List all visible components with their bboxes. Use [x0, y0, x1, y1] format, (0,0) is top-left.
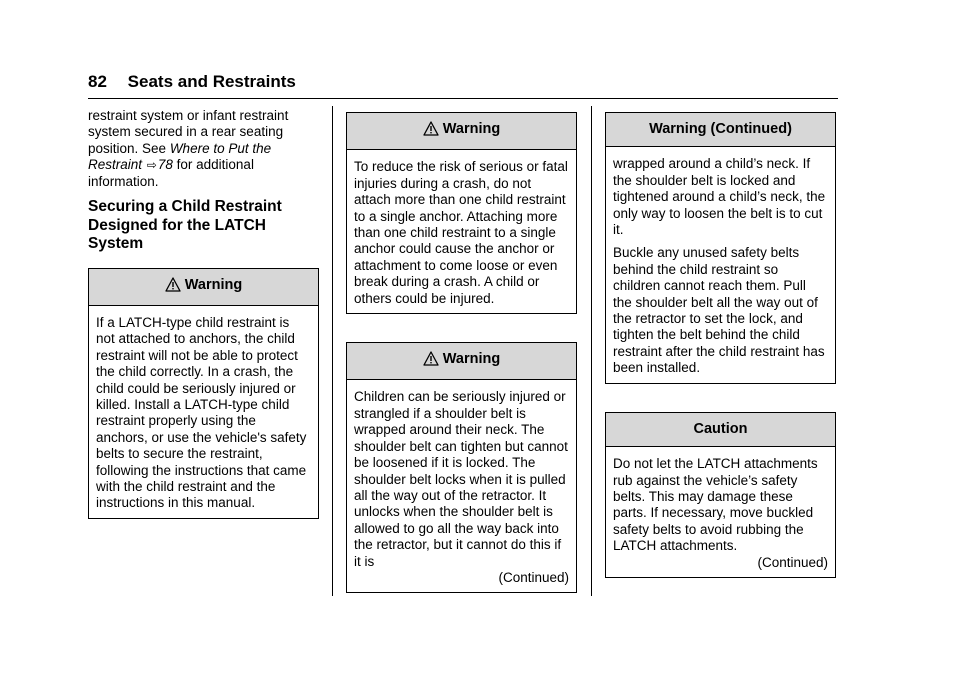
cross-reference-link[interactable]: Where to Put the Restraint	[88, 140, 272, 173]
warning-title: Warning	[442, 351, 501, 368]
caution-box	[605, 412, 836, 578]
warning-box-single-anchor	[346, 112, 577, 314]
caution-box-body	[606, 447, 835, 577]
warning-box-header	[347, 343, 576, 380]
continued-label: (Continued)	[498, 569, 569, 585]
page-number: 82	[88, 72, 107, 91]
caution-text: Do not let the LATCH attachments rub against the vehicle’s safety belts. This may damage these parts. If necessary, move buckled safety belts to avoid rubbing the LATCH attachments.	[613, 456, 818, 554]
warning-title: Warning (Continued)	[649, 121, 792, 137]
page-header	[88, 72, 296, 92]
warning-triangle-icon	[165, 277, 181, 296]
warning-box-header	[89, 269, 318, 306]
column-3	[605, 112, 836, 578]
cross-reference-page[interactable]: 78	[157, 157, 173, 173]
column-1	[88, 108, 319, 519]
continued-label: (Continued)	[757, 554, 828, 570]
column-divider-1	[332, 106, 333, 596]
warning-box-body	[89, 306, 318, 518]
warning-triangle-icon	[423, 351, 439, 370]
warning-box-body	[347, 380, 576, 592]
warning-text: To reduce the risk of serious or fatal injuries during a crash, do not attach more than one child restraint to a single anchor. Attaching more than one child restraint to a single anchor could cause the anchor or attachment to come loose or even break during a crash. A child or others could be injured.	[354, 159, 568, 306]
warning-box-latch	[88, 268, 319, 519]
warning-box-body	[347, 150, 576, 313]
warning-box-body	[606, 147, 835, 382]
page-reference-arrow-icon: ⇨	[146, 158, 157, 173]
section-subheading: Securing a Child Restraint Designed for the LATCH System	[88, 198, 282, 253]
intro-paragraph: restraint system or infant restraint system secured in a rear seating position. See Where to Put the Restraint ⇨78 for additional information.	[88, 108, 289, 189]
warning-title: Warning	[442, 121, 501, 137]
warning-box-shoulder-belt	[346, 342, 577, 593]
warning-title: Warning	[184, 276, 243, 293]
caution-title: Caution	[693, 420, 748, 437]
warning-box-header	[347, 113, 576, 150]
section-title: Seats and Restraints	[127, 72, 296, 91]
warning-text: Buckle any unused safety belts behind the child restraint so children cannot reach them. Pull the shoulder belt all the way out of the retractor to set the lock, and tighten the belt behind the child restraint after the child restraint has been installed.	[613, 245, 825, 376]
caution-box-header	[606, 413, 835, 447]
column-divider-2	[591, 106, 592, 596]
column-2	[346, 112, 577, 593]
warning-triangle-icon	[423, 121, 439, 140]
warning-box-header	[606, 113, 835, 147]
warning-text: wrapped around a child’s neck. If the shoulder belt is locked and tightened around a child’s neck, the only way to loosen the belt is to cut it.	[613, 156, 826, 238]
warning-text: Children can be seriously injured or strangled if a shoulder belt is wrapped around their neck. The shoulder belt can tighten but cannot be loosened if it is locked. The shoulder belt locks when it is pulled all the way out of the retractor. It unlocks when the shoulder belt is allowed to go all the way back into the retractor, but it cannot do this if it is	[354, 389, 568, 569]
warning-text: If a LATCH-type child restraint is not attached to anchors, the child restraint will not be able to protect the child correctly. In a crash, the child could be seriously injured or killed. Install a LATCH-type child restraint properly using the anchors, or use the vehicle's safety belts to secure the restraint, following the instructions that came with the child restraint and the instructions in this manual.	[96, 314, 307, 511]
warning-box-continued	[605, 112, 836, 384]
header-rule	[88, 98, 838, 99]
